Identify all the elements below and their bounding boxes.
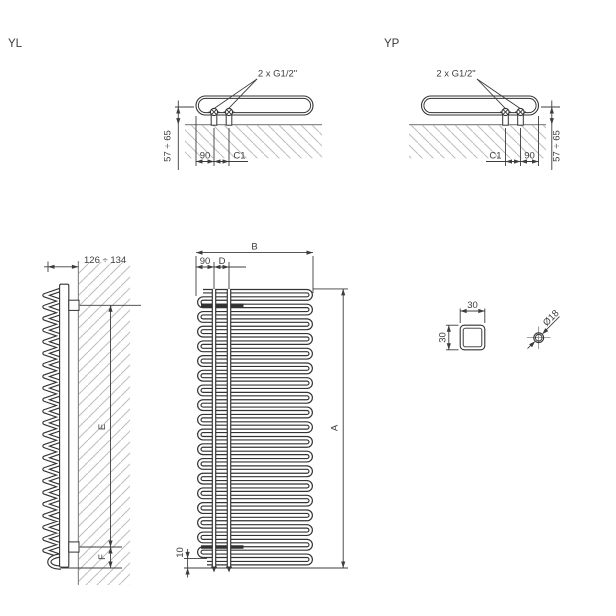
yl-dim-wall-distance: 57 ÷ 65: [162, 130, 174, 162]
yp-view-title: YP: [384, 38, 400, 50]
front-dim-pipe-spacing: D: [218, 256, 226, 267]
front-dim-width: B: [251, 241, 258, 253]
yp-top-view: [384, 38, 563, 170]
yl-dim-connection-spacing: C1: [233, 150, 246, 162]
yp-dim-edge-to-connection: 90: [524, 150, 535, 162]
yl-connection-label: 2 x G1/2": [257, 68, 298, 80]
front-dim-edge-to-pipe: 90: [199, 256, 211, 267]
round-tube-dim-diameter: Ø18: [540, 307, 562, 329]
side-view: [44, 255, 141, 585]
yp-dim-wall-distance: 57 ÷ 65: [551, 130, 563, 162]
front-dim-height: A: [329, 424, 341, 432]
front-geometry: [184, 251, 348, 578]
square-profile-geometry: [446, 309, 485, 350]
square-profile-section: [438, 300, 485, 350]
yp-geometry: [409, 79, 560, 170]
yl-view-title: YL: [8, 38, 23, 50]
yl-top-view: [8, 38, 322, 170]
front-dim-bottom-offset: 10: [175, 547, 186, 558]
front-view: [175, 242, 348, 578]
round-tube-section: [527, 308, 561, 349]
yp-dim-connection-spacing: C1: [489, 150, 502, 162]
side-geometry: [44, 261, 141, 585]
side-dim-depth: 126 ÷ 134: [84, 255, 127, 266]
square-profile-dim-width: 30: [467, 300, 478, 311]
yl-geometry: [175, 79, 322, 170]
yp-connection-label: 2 x G1/2": [436, 68, 476, 80]
yl-dim-edge-to-connection: 90: [199, 150, 211, 162]
side-dim-bracket-to-bottom: F: [97, 554, 108, 560]
side-dim-bracket-span: E: [97, 423, 108, 431]
square-profile-dim-height: 30: [437, 332, 449, 343]
